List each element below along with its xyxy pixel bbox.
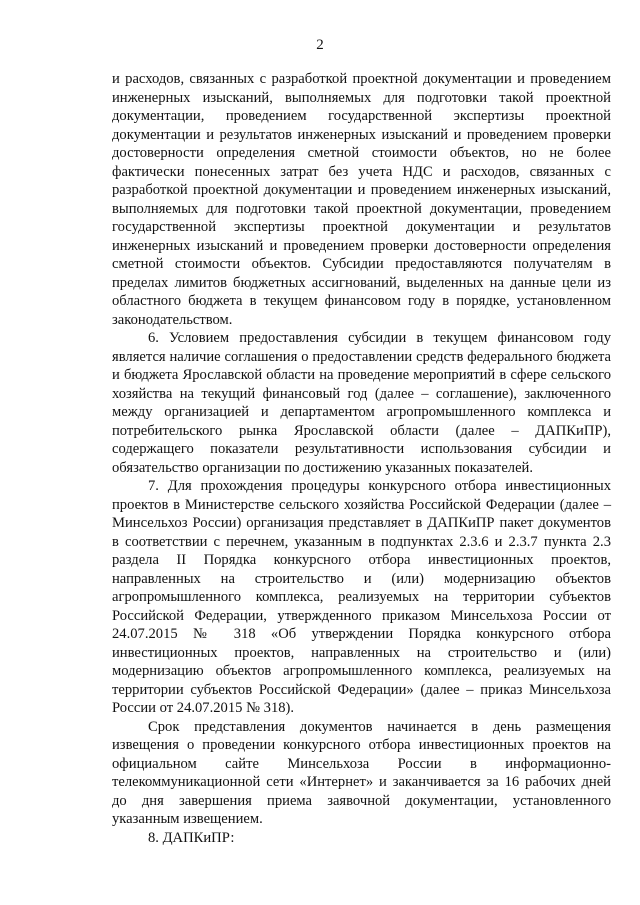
paragraph-8: 8. ДАПКиПР: — [148, 829, 235, 846]
document-body — [112, 70, 611, 847]
paragraph-7: 7. Для прохождения процедуры конкурсного отбора инвестиционных проектов в Министерстве сельского хозяйства Российской Федерации (далее – Минсельхоз России) организация представляет в ДАПКиПР пакет документов в соответствии с перечнем, указанным в подпунктах 2.3.6 и 2.3.7 пункта 2.3 раздела II Порядка конкурсного отбора инвестиционных проектов, направленных на строительство и (или) модернизацию объектов агропромышленного комплекса, реализуемых на территории субъектов Российской Федерации, утвержденного приказом Минсельхоза России от 24.07.2015 № 318 «Об утверждении Порядка конкурсного отбора инвестиционных проектов, направленных на строительство и (или) модернизацию объектов агропромышленного комплекса, реализуемых на территории субъектов Российской Федерации» (далее – приказ Минсельхоза России от 24.07.2015 № 318). — [112, 478, 611, 716]
paragraph-deadline: Срок представления документов начинается в день размещения извещения о проведении конкурсного отбора инвестиционных проектов на официальном сайте Минсельхоза России в информационно-телекоммуникационной сети «Интернет» и заканчивается за 16 рабочих дней до дня завершения приема заявочной документации, установленного указанным извещением. — [112, 718, 611, 827]
paragraph-6: 6. Условием предоставления субсидии в текущем финансовом году является наличие соглашения о предоставлении средств федерального бюджета и бюджета Ярославской области на проведение мероприятий в сфере сельского хозяйства на текущий финансовый год (далее – соглашение), заключенного между организацией и департаментом агропромышленного комплекса и потребительского рынка Ярославской области (далее – ДАПКиПР), содержащего показатели результативности использования субсидии и обязательство организации по достижению указанных показателей. — [112, 330, 611, 476]
paragraph-continuation: и расходов, связанных с разработкой проектной документации и проведением инженерных изысканий, выполняемых для подготовки такой проектной документации, проведением государственной экспертизы проектной документации и результатов инженерных изысканий и проведением проверки достоверности определения сметной стоимости объектов, но не более фактически понесенных затрат без учета НДС и расходов, связанных с разработкой проектной документации и проведением инженерных изысканий, выполняемых для подготовки такой проектной документации, проведением государственной экспертизы проектной документации и результатов инженерных изысканий и проведением проверки достоверности определения сметной стоимости объектов. Субсидии предоставляются получателям в пределах лимитов бюджетных ассигнований, выделенных на данные цели из областного бюджета в текущем финансовом году в порядке, установленном законодательством. — [112, 71, 611, 328]
page-number: 2 — [316, 37, 324, 53]
